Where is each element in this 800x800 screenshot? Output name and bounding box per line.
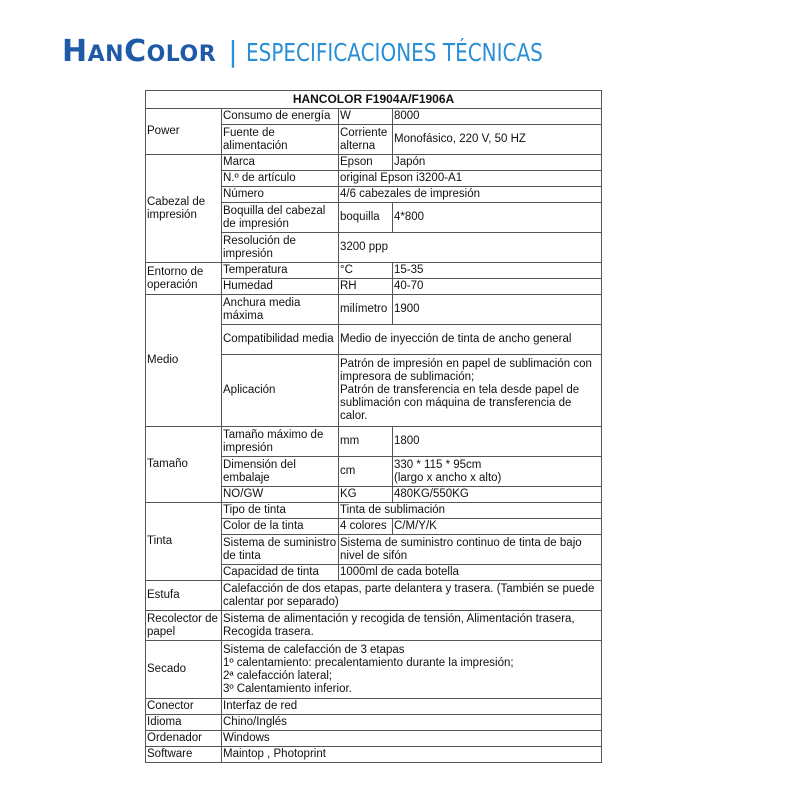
value-cell [393, 457, 602, 487]
value-cell: Windows [222, 731, 602, 747]
category-cell: Cabezal de impresión [146, 155, 222, 263]
table-row [146, 731, 602, 747]
item-cell: Sistema de suministro de tinta [222, 535, 339, 565]
category-cell: Entorno de operación [146, 263, 222, 295]
spec-table [145, 90, 602, 763]
item-cell: Dimensión del embalaje [222, 457, 339, 487]
value-line: Patrón de impresión en papel de sublimación con impresora de sublimación; [340, 358, 592, 383]
table-row [146, 581, 602, 611]
table-row [146, 263, 602, 279]
table-row [146, 611, 602, 641]
unit-cell: mm [339, 427, 393, 457]
item-cell: NO/GW [222, 487, 339, 503]
brand-letter-h: H [62, 34, 88, 69]
table-row [146, 503, 602, 519]
unit-cell: Corriente alterna [339, 125, 393, 155]
table-row [146, 295, 602, 325]
value-cell: 4/6 cabezales de impresión [339, 187, 602, 203]
item-cell: Marca [222, 155, 339, 171]
item-cell: Resolución de impresión [222, 233, 339, 263]
item-cell: Boquilla del cabezal de impresión [222, 203, 339, 233]
item-cell: Anchura media máxima [222, 295, 339, 325]
value-cell: 8000 [393, 109, 602, 125]
value-cell: Interfaz de red [222, 699, 602, 715]
table-row [146, 699, 602, 715]
value-cell: original Epson i3200-A1 [339, 171, 602, 187]
category-cell: Tinta [146, 503, 222, 581]
item-cell: Número [222, 187, 339, 203]
value-cell: Chino/Inglés [222, 715, 602, 731]
value-cell: 3200 ppp [339, 233, 602, 263]
value-cell [339, 355, 602, 427]
value-cell: Calefacción de dos etapas, parte delantera y trasera. (También se puede calentar por separado) [222, 581, 602, 611]
value-line: 330 * 115 * 95cm [394, 458, 482, 471]
table-row [146, 427, 602, 457]
table-row [146, 109, 602, 125]
unit-cell: RH [339, 279, 393, 295]
brand-letters-olor: OLOR [146, 42, 217, 67]
unit-cell: W [339, 109, 393, 125]
value-line: (largo x ancho x alto) [394, 471, 502, 484]
table-row [146, 155, 602, 171]
page-header [62, 34, 617, 74]
value-line: 1º calentamiento: precalentamiento durante la impresión; [223, 656, 514, 669]
item-cell: N.º de artículo [222, 171, 339, 187]
category-cell: Tamaño [146, 427, 222, 503]
brand-logo [62, 34, 216, 69]
value-cell: Maintop , Photoprint [222, 747, 602, 763]
brand-letter-c: C [124, 34, 147, 69]
category-cell: Estufa [146, 581, 222, 611]
value-cell: 4*800 [393, 203, 602, 233]
category-cell: Recolector de papel [146, 611, 222, 641]
item-cell: Fuente de alimentación [222, 125, 339, 155]
value-cell: 1000ml de cada botella [339, 565, 602, 581]
value-line: Patrón de transferencia en tela desde papel de sublimación con máquina de transferencia de calor. [340, 384, 580, 422]
table-row [146, 747, 602, 763]
category-cell: Ordenador [146, 731, 222, 747]
item-cell: Tamaño máximo de impresión [222, 427, 339, 457]
item-cell: Color de la tinta [222, 519, 339, 535]
table-title-row [146, 91, 602, 109]
item-cell: Temperatura [222, 263, 339, 279]
value-cell: Sistema de alimentación y recogida de tensión, Alimentación trasera, Recogida trasera. [222, 611, 602, 641]
item-cell: Compatibilidad media [222, 325, 339, 355]
header-separator: | [228, 35, 238, 68]
item-cell: Consumo de energía [222, 109, 339, 125]
category-cell: Medio [146, 295, 222, 427]
table-title: HANCOLOR F1904A/F1906A [146, 91, 602, 109]
value-cell [222, 641, 602, 699]
item-cell: Aplicación [222, 355, 339, 427]
value-line: 3º Calentamiento inferior. [223, 682, 352, 695]
unit-cell: Epson [339, 155, 393, 171]
brand-letters-an: AN [87, 42, 125, 67]
unit-cell: milímetro [339, 295, 393, 325]
value-cell: Monofásico, 220 V, 50 HZ [393, 125, 602, 155]
value-cell: 1800 [393, 427, 602, 457]
value-cell: Medio de inyección de tinta de ancho general [339, 325, 602, 355]
value-line: Sistema de calefacción de 3 etapas [223, 643, 405, 656]
item-cell: Humedad [222, 279, 339, 295]
category-cell: Conector [146, 699, 222, 715]
value-cell: 15-35 [393, 263, 602, 279]
value-line: 2ª calefacción lateral; [223, 669, 333, 682]
category-cell: Power [146, 109, 222, 155]
unit-cell: °C [339, 263, 393, 279]
value-cell: 40-70 [393, 279, 602, 295]
item-cell: Capacidad de tinta [222, 565, 339, 581]
unit-cell: cm [339, 457, 393, 487]
value-cell: Tinta de sublimación [339, 503, 602, 519]
category-cell: Software [146, 747, 222, 763]
value-cell: Japón [393, 155, 602, 171]
category-cell: Idioma [146, 715, 222, 731]
unit-cell: 4 colores [339, 519, 393, 535]
value-cell: 480KG/550KG [393, 487, 602, 503]
table-row [146, 641, 602, 699]
value-cell: 1900 [393, 295, 602, 325]
table-row [146, 715, 602, 731]
unit-cell: KG [339, 487, 393, 503]
category-cell: Secado [146, 641, 222, 699]
value-cell: C/M/Y/K [393, 519, 602, 535]
unit-cell: boquilla [339, 203, 393, 233]
page-subtitle: ESPECIFICACIONES TÉCNICAS [245, 38, 543, 67]
item-cell: Tipo de tinta [222, 503, 339, 519]
value-cell: Sistema de suministro continuo de tinta de bajo nivel de sifón [339, 535, 602, 565]
